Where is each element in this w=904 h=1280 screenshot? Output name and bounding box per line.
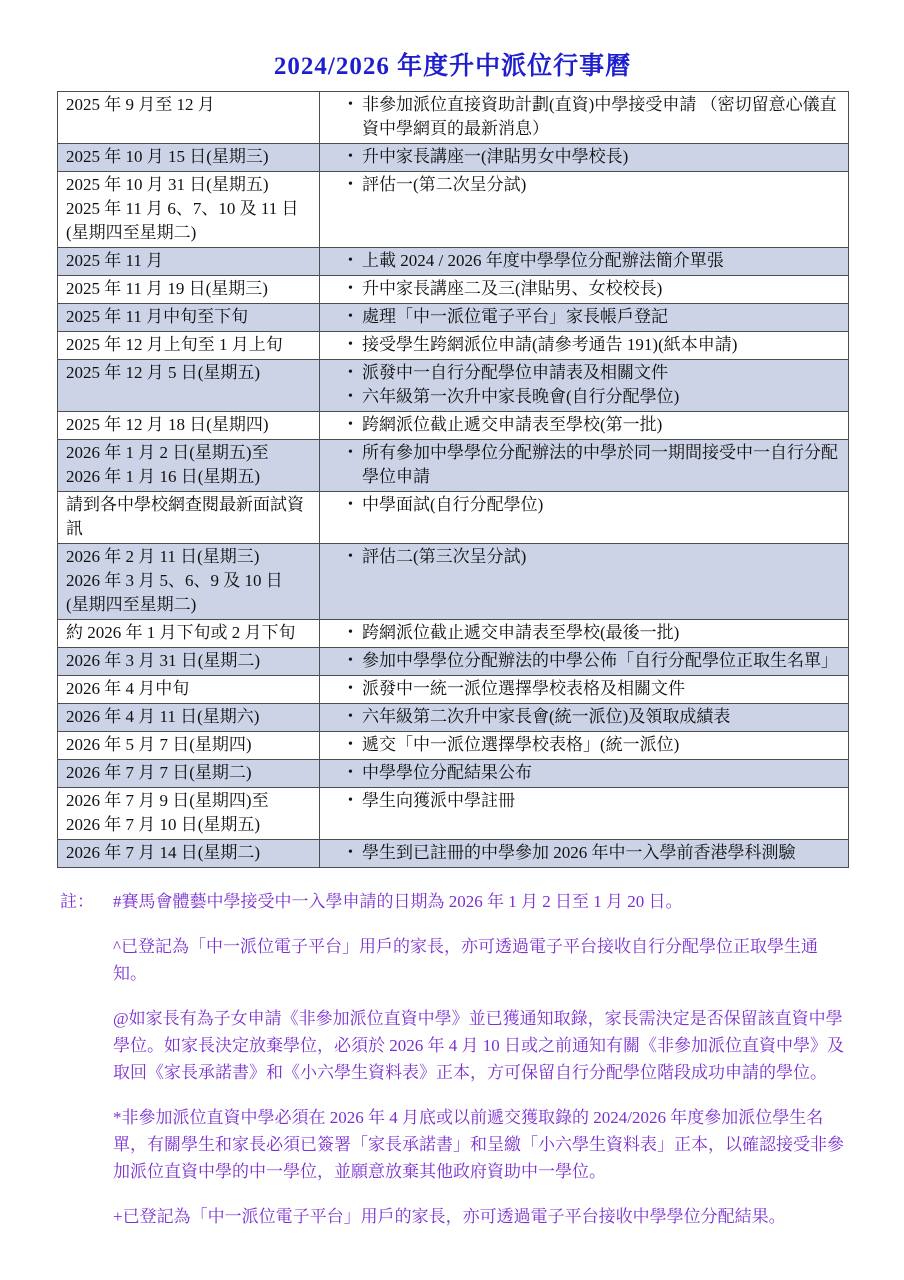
table-row	[58, 332, 849, 360]
event-item	[328, 841, 842, 865]
date-text: 2026 年 3 月 5、6、9 及 10 日	[66, 571, 283, 590]
event-item	[328, 385, 842, 409]
event-item	[328, 277, 842, 301]
table-row	[58, 360, 849, 412]
table-row	[58, 788, 849, 840]
event-text: 評估二(第三次呈分試)	[362, 547, 527, 566]
event-cell	[320, 144, 849, 172]
event-text: 評估一(第二次呈分試)	[362, 175, 527, 194]
event-item	[328, 677, 842, 701]
date-cell	[58, 788, 320, 840]
event-item	[328, 305, 842, 329]
date-cell	[58, 704, 320, 732]
event-text: 參加中學學位分配辦法的中學公佈「自行分配學位正取生名單」	[362, 651, 838, 670]
date-text: 2026 年 7 月 9 日(星期四)至	[66, 791, 269, 810]
date-cell	[58, 360, 320, 412]
date-text: (星期四至星期二)	[66, 223, 197, 242]
schedule-table	[57, 91, 849, 868]
note-paragraph: +已登記為「中一派位電子平台」用戶的家長，亦可透過電子平台接收中學學位分配結果。	[113, 1207, 786, 1226]
event-item	[328, 173, 842, 197]
note-paragraph: @如家長有為子女申請《非參加派位直資中學》並已獲通知取錄，家長需決定是否保留該直資中學學位。如家長決定放棄學位，必須於 2026 年 4 月 10 日或之前通知有關《非參加派位直資中學》及取回《家長承諾書》和《小六學生資料表》正本，方可保留自行分配學位階段成功申請的學位。	[113, 1009, 844, 1082]
event-item	[328, 705, 842, 729]
event-cell	[320, 332, 849, 360]
event-text: 中學面試(自行分配學位)	[362, 495, 544, 514]
bullet-icon: •	[348, 417, 353, 432]
bullet-icon: •	[348, 737, 353, 752]
date-text: 2026 年 5 月 7 日(星期四)	[66, 735, 252, 754]
event-text: 處理「中一派位電子平台」家長帳戶登記	[362, 307, 668, 326]
event-text: 派發中一統一派位選擇學校表格及相關文件	[362, 679, 685, 698]
date-cell	[58, 732, 320, 760]
event-text: 派發中一自行分配學位申請表及相關文件	[362, 363, 668, 382]
event-cell	[320, 648, 849, 676]
date-cell	[58, 172, 320, 248]
date-cell	[58, 760, 320, 788]
bullet-icon: •	[348, 549, 353, 564]
event-item	[328, 493, 842, 517]
notes-section	[57, 888, 848, 1230]
bullet-icon: •	[348, 497, 353, 512]
date-cell	[58, 676, 320, 704]
table-row	[58, 676, 849, 704]
date-cell	[58, 492, 320, 544]
date-cell	[58, 648, 320, 676]
date-cell	[58, 332, 320, 360]
event-item	[328, 333, 842, 357]
bullet-icon: •	[348, 253, 353, 268]
date-text: 2026 年 7 月 7 日(星期二)	[66, 763, 252, 782]
event-cell	[320, 92, 849, 144]
date-text: 2025 年 11 月中旬至下旬	[66, 307, 249, 326]
table-row	[58, 704, 849, 732]
date-cell	[58, 412, 320, 440]
event-item	[328, 145, 842, 169]
event-text: 中學學位分配結果公布	[362, 763, 532, 782]
event-text: 學生到已註冊的中學參加 2026 年中一入學前香港學科測驗	[362, 843, 796, 862]
event-cell	[320, 360, 849, 412]
table-row	[58, 760, 849, 788]
date-text: 2026 年 7 月 10 日(星期五)	[66, 815, 261, 834]
date-text: 2025 年 12 月上旬至 1 月上旬	[66, 335, 283, 354]
date-text: 2026 年 1 月 16 日(星期五)	[66, 467, 261, 486]
date-text: 2026 年 4 月中旬	[66, 679, 190, 698]
event-item	[328, 733, 842, 757]
bullet-icon: •	[348, 445, 353, 460]
schedule-table-body	[58, 92, 849, 868]
table-row	[58, 92, 849, 144]
bullet-icon: •	[348, 681, 353, 696]
event-text: 所有參加中學學位分配辦法的中學於同一期間接受中一自行分配學位申請	[362, 443, 838, 486]
table-row	[58, 648, 849, 676]
event-cell	[320, 544, 849, 620]
bullet-icon: •	[348, 793, 353, 808]
event-text: 非參加派位直接資助計劃(直資)中學接受申請 （密切留意心儀直資中學網頁的最新消息）	[362, 95, 837, 138]
date-text: 2025 年 12 月 18 日(星期四)	[66, 415, 269, 434]
date-text: 2026 年 7 月 14 日(星期二)	[66, 843, 261, 862]
notes-label: 註：	[60, 892, 94, 911]
event-item	[328, 413, 842, 437]
table-row	[58, 172, 849, 248]
event-item	[328, 789, 842, 813]
table-row	[58, 544, 849, 620]
bullet-icon: •	[348, 845, 353, 860]
date-text: 2025 年 11 月 19 日(星期三)	[66, 279, 268, 298]
table-row	[58, 144, 849, 172]
table-row	[58, 440, 849, 492]
date-cell	[58, 276, 320, 304]
event-text: 接受學生跨網派位申請(請參考通告 191)(紙本申請)	[362, 335, 738, 354]
bullet-icon: •	[348, 365, 353, 380]
date-text: (星期四至星期二)	[66, 595, 197, 614]
date-cell	[58, 544, 320, 620]
table-row	[58, 492, 849, 544]
event-cell	[320, 620, 849, 648]
table-row	[58, 412, 849, 440]
date-cell	[58, 440, 320, 492]
date-text: 約 2026 年 1 月下旬或 2 月下旬	[66, 623, 296, 642]
event-item	[328, 649, 842, 673]
event-text: 六年級第一次升中家長晚會(自行分配學位)	[362, 387, 680, 406]
table-row	[58, 732, 849, 760]
event-text: 升中家長講座二及三(津貼男、女校校長)	[362, 279, 663, 298]
event-cell	[320, 760, 849, 788]
notes-body	[57, 888, 848, 1230]
event-text: 六年級第二次升中家長會(統一派位)及領取成績表	[362, 707, 731, 726]
date-text: 2026 年 2 月 11 日(星期三)	[66, 547, 260, 566]
note-paragraph: *非參加派位直資中學必須在 2026 年 4 月底或以前遞交獲取錄的 2024/2026 年度參加派位學生名單，有關學生和家長必須已簽署「家長承諾書」和呈繳「小六學生資料表」正本，以確認接受非參加派位直資中學的中一學位，並願意放棄其他政府資助中一學位。	[113, 1108, 844, 1181]
event-item	[328, 761, 842, 785]
date-cell	[58, 248, 320, 276]
event-text: 跨網派位截止遞交申請表至學校(最後一批)	[362, 623, 680, 642]
bullet-icon: •	[348, 389, 353, 404]
event-text: 上載 2024 / 2026 年度中學學位分配辦法簡介單張	[362, 251, 724, 270]
date-text: 請到各中學校網查閱最新面試資訊	[66, 495, 304, 538]
date-text: 2025 年 12 月 5 日(星期五)	[66, 363, 261, 382]
table-row	[58, 304, 849, 332]
note-paragraph: #賽馬會體藝中學接受中一入學申請的日期為 2026 年 1 月 2 日至 1 月 20 日。	[113, 892, 683, 911]
date-text: 2025 年 11 月 6、7、10 及 11 日	[66, 199, 299, 218]
event-item	[328, 621, 842, 645]
event-item	[328, 545, 842, 569]
date-cell	[58, 304, 320, 332]
event-cell	[320, 492, 849, 544]
bullet-icon: •	[348, 709, 353, 724]
date-text: 2025 年 9 月至 12 月	[66, 95, 215, 114]
table-row	[58, 840, 849, 868]
bullet-icon: •	[348, 177, 353, 192]
bullet-icon: •	[348, 281, 353, 296]
date-text: 2026 年 4 月 11 日(星期六)	[66, 707, 260, 726]
event-cell	[320, 276, 849, 304]
date-cell	[58, 620, 320, 648]
note-paragraph: ^已登記為「中一派位電子平台」用戶的家長，亦可透過電子平台接收自行分配學位正取學生通知。	[113, 937, 818, 983]
date-text: 2026 年 1 月 2 日(星期五)至	[66, 443, 269, 462]
bullet-icon: •	[348, 765, 353, 780]
date-cell	[58, 92, 320, 144]
event-item	[328, 93, 842, 141]
date-text: 2025 年 10 月 15 日(星期三)	[66, 147, 269, 166]
event-cell	[320, 788, 849, 840]
bullet-icon: •	[348, 337, 353, 352]
event-text: 學生向獲派中學註冊	[362, 791, 515, 810]
event-cell	[320, 840, 849, 868]
event-cell	[320, 412, 849, 440]
event-item	[328, 249, 842, 273]
date-text: 2026 年 3 月 31 日(星期二)	[66, 651, 261, 670]
event-cell	[320, 440, 849, 492]
table-row	[58, 276, 849, 304]
event-text: 升中家長講座一(津貼男女中學校長)	[362, 147, 629, 166]
date-cell	[58, 840, 320, 868]
table-row	[58, 248, 849, 276]
event-cell	[320, 704, 849, 732]
event-cell	[320, 732, 849, 760]
page-title: 2024/2026 年度升中派位行事曆	[273, 53, 632, 80]
bullet-icon: •	[348, 653, 353, 668]
bullet-icon: •	[348, 149, 353, 164]
event-item	[328, 441, 842, 489]
bullet-icon: •	[348, 625, 353, 640]
event-cell	[320, 172, 849, 248]
event-item	[328, 361, 842, 385]
event-text: 遞交「中一派位選擇學校表格」(統一派位)	[362, 735, 680, 754]
date-text: 2025 年 11 月	[66, 251, 164, 270]
table-row	[58, 620, 849, 648]
event-cell	[320, 248, 849, 276]
date-text: 2025 年 10 月 31 日(星期五)	[66, 175, 269, 194]
bullet-icon: •	[348, 97, 353, 112]
date-cell	[58, 144, 320, 172]
event-text: 跨網派位截止遞交申請表至學校(第一批)	[362, 415, 663, 434]
event-cell	[320, 304, 849, 332]
event-cell	[320, 676, 849, 704]
bullet-icon: •	[348, 309, 353, 324]
